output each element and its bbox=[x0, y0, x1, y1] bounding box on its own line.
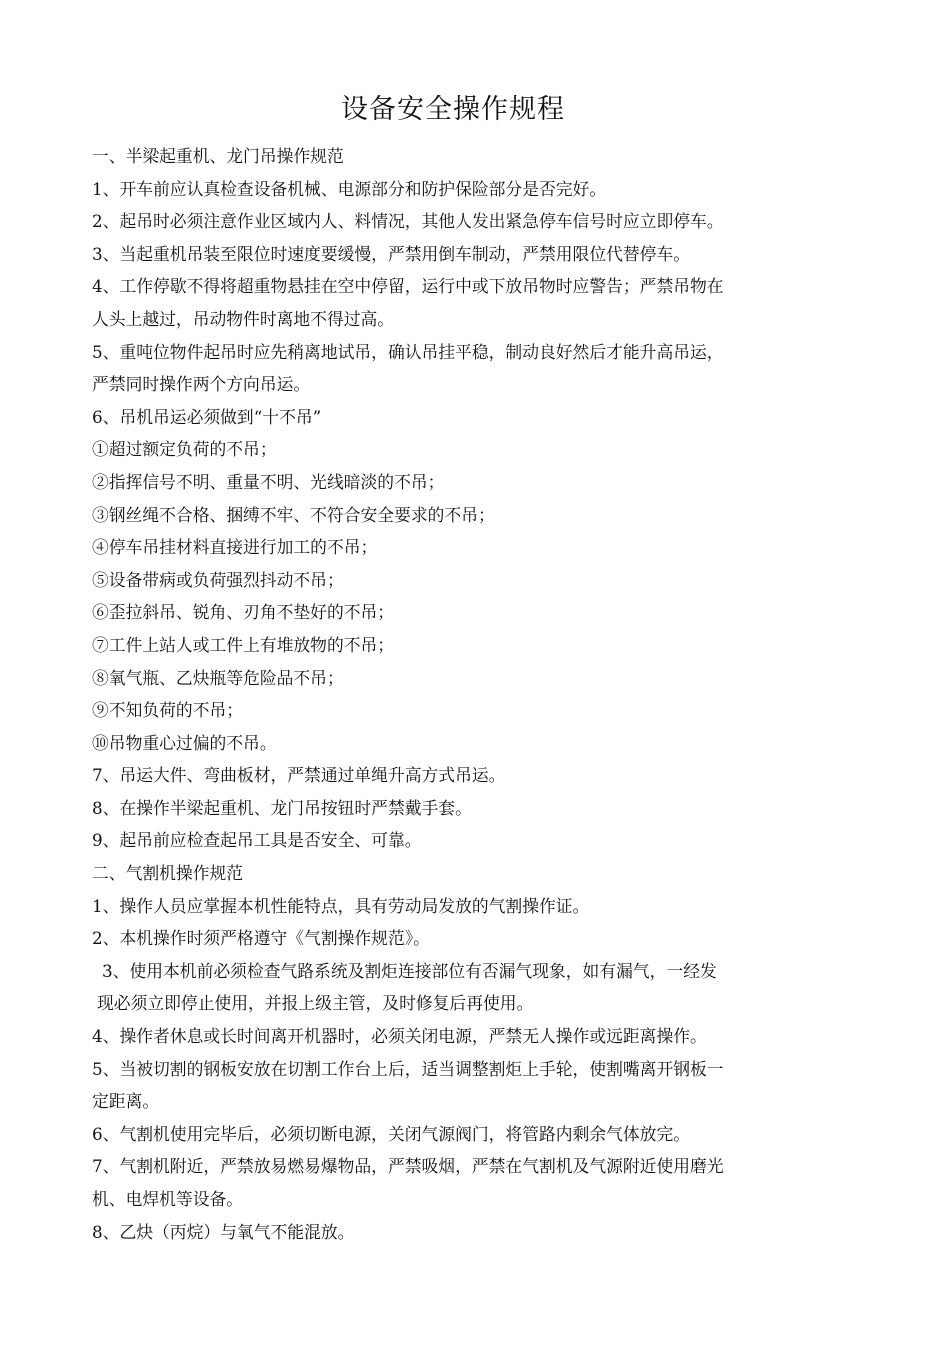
paragraph-line: 现必须立即停止使用，并报上级主管，及时修复后再使用。 bbox=[97, 993, 534, 1014]
list-item: ①超过额定负荷的不吊； bbox=[92, 439, 277, 460]
paragraph-line: 7、气割机附近，严禁放易燃易爆物品，严禁吸烟，严禁在气割机及气源附近使用磨光 bbox=[92, 1156, 724, 1177]
list-item: ⑨不知负荷的不吊； bbox=[92, 700, 244, 721]
paragraph-line: 5、重吨位物件起吊时应先稍离地试吊，确认吊挂平稳，制动良好然后才能升高吊运， bbox=[92, 341, 724, 362]
paragraph-line: 2、本机操作时须严格遵守《气割操作规范》。 bbox=[92, 928, 430, 949]
paragraph-line: 8、乙炔（丙烷）与氧气不能混放。 bbox=[92, 1221, 355, 1242]
list-item: ⑥歪拉斜吊、锐角、刃角不垫好的不吊； bbox=[92, 602, 395, 623]
paragraph-line: 8、在操作半梁起重机、龙门吊按钮时严禁戴手套。 bbox=[92, 797, 472, 818]
paragraph-line: 人头上越过，吊动物件时离地不得过高。 bbox=[92, 308, 395, 329]
section-heading: 一、半梁起重机、龙门吊操作规范 bbox=[92, 146, 344, 166]
paragraph-line: 5、当被切割的钢板安放在切割工作台上后，适当调整割炬上手轮，使割嘴离开钢板一 bbox=[92, 1058, 724, 1079]
list-item: ⑧氧气瓶、乙炔瓶等危险品不吊； bbox=[92, 667, 344, 688]
paragraph-line: 4、工作停歇不得将超重物悬挂在空中停留，运行中或下放吊物时应警告；严禁吊物在 bbox=[92, 276, 724, 297]
paragraph-line: 7、吊运大件、弯曲板材，严禁通过单绳升高方式吊运。 bbox=[92, 765, 506, 786]
paragraph-line: 机、电焊机等设备。 bbox=[92, 1189, 244, 1209]
section-heading: 二、气割机操作规范 bbox=[92, 863, 244, 884]
paragraph-line: 严禁同时操作两个方向吊运。 bbox=[92, 374, 311, 395]
paragraph-line: 1、开车前应认真检查设备机械、电源部分和防护保险部分是否完好。 bbox=[92, 178, 607, 199]
paragraph-line: 6、气割机使用完毕后，必须切断电源，关闭气源阀门，将管路内剩余气体放完。 bbox=[92, 1123, 691, 1144]
list-item: ③钢丝绳不合格、捆缚不牢、不符合安全要求的不吊； bbox=[92, 504, 495, 525]
list-item: ⑩吊物重心过偏的不吊。 bbox=[92, 732, 277, 753]
list-item: ⑦工件上站人或工件上有堆放物的不吊； bbox=[92, 634, 395, 655]
paragraph-line: 2、起吊时必须注意作业区域内人、料情况，其他人发出紧急停车信号时应立即停车。 bbox=[92, 211, 724, 232]
document-body bbox=[92, 140, 820, 1248]
paragraph-line: 3、使用本机前必须检查气路系统及割炬连接部位有否漏气现象，如有漏气，一经发 bbox=[102, 960, 717, 981]
paragraph-line: 定距离。 bbox=[92, 1091, 160, 1112]
list-item: ⑤设备带病或负荷强烈抖动不吊； bbox=[92, 569, 344, 590]
paragraph-line: 6、吊机吊运必须做到“十不吊” bbox=[92, 406, 322, 427]
list-item: ④停车吊挂材料直接进行加工的不吊； bbox=[92, 537, 378, 558]
list-item: ②指挥信号不明、重量不明、光线暗淡的不吊； bbox=[92, 471, 445, 492]
document-title: 设备安全操作规程 bbox=[341, 94, 565, 125]
paragraph-line: 9、起吊前应检查起吊工具是否安全、可靠。 bbox=[92, 830, 422, 851]
paragraph-line: 4、操作者休息或长时间离开机器时，必须关闭电源，严禁无人操作或远距离操作。 bbox=[92, 1026, 707, 1047]
paragraph-line: 1、操作人员应掌握本机性能特点，具有劳动局发放的气割操作证。 bbox=[92, 895, 590, 916]
paragraph-line: 3、当起重机吊装至限位时速度要缓慢，严禁用倒车制动，严禁用限位代替停车。 bbox=[92, 243, 691, 264]
